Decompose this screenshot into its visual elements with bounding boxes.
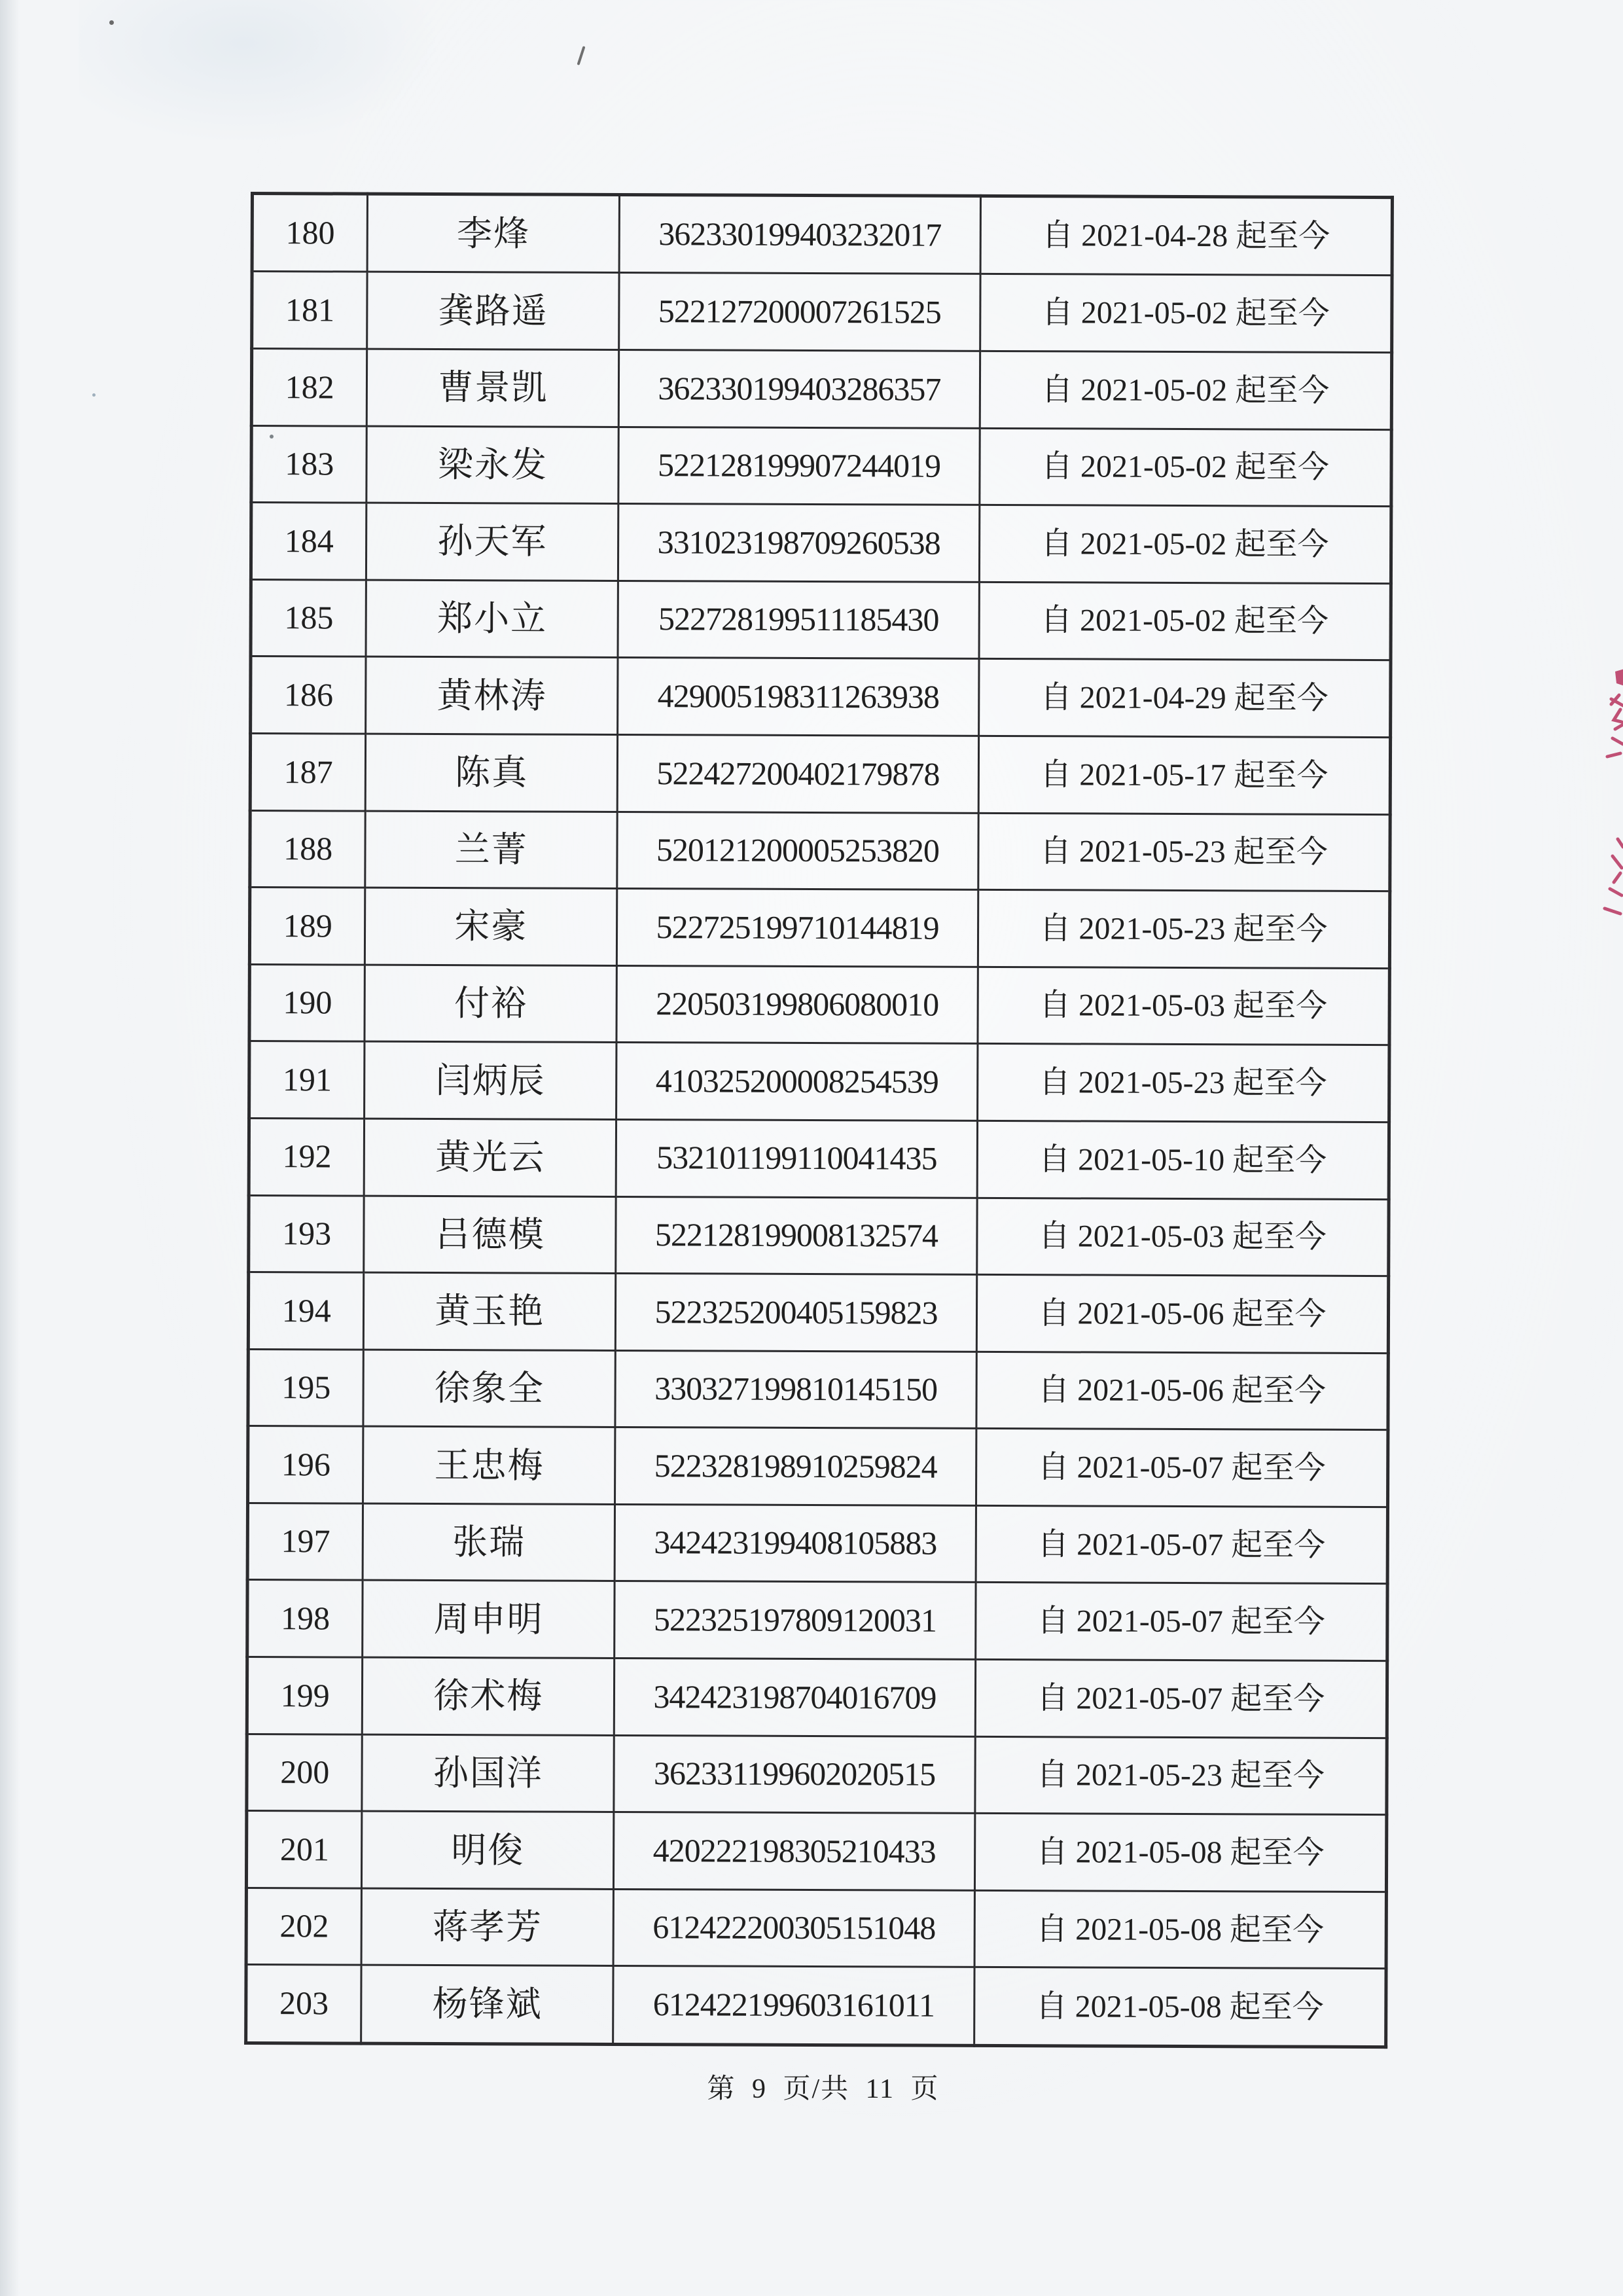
table-row <box>246 1965 1386 2047</box>
cell-id-number: 522427200402179878 <box>617 734 978 813</box>
cell-name: 龚路遥 <box>367 272 619 350</box>
cell-index: 187 <box>250 733 366 810</box>
cell-period: 自 2021-05-23 起至今 <box>977 1044 1389 1122</box>
table-row <box>247 1503 1387 1584</box>
cell-id-number: 612422199603161011 <box>613 1966 974 2045</box>
cell-index: 200 <box>247 1734 363 1811</box>
cell-id-number: 362330199403232017 <box>619 194 980 274</box>
cell-index: 199 <box>247 1657 363 1734</box>
cell-period: 自 2021-05-06 起至今 <box>976 1274 1389 1353</box>
cell-period: 自 2021-05-02 起至今 <box>979 582 1391 660</box>
cell-name: 吕德模 <box>364 1196 616 1274</box>
cell-index: 190 <box>249 964 365 1041</box>
table-row <box>249 1195 1389 1276</box>
cell-index: 191 <box>249 1041 365 1119</box>
cell-index: 193 <box>249 1195 365 1272</box>
table-row <box>248 1349 1388 1430</box>
table-row <box>251 579 1391 660</box>
cell-index: 184 <box>251 503 366 580</box>
cell-name: 黄玉艳 <box>364 1272 616 1350</box>
table-row <box>252 194 1392 276</box>
cell-period: 自 2021-05-02 起至今 <box>980 351 1392 429</box>
table-row <box>248 1426 1388 1507</box>
pen-slash-mark <box>577 46 585 65</box>
quarantine-roster-table <box>244 192 1394 2049</box>
cell-index: 189 <box>249 888 365 965</box>
cell-name: 杨锋斌 <box>361 1965 613 2045</box>
cell-period: 自 2021-05-03 起至今 <box>976 1198 1389 1276</box>
cell-name: 徐象全 <box>363 1350 615 1427</box>
cell-period: 自 2021-05-02 起至今 <box>980 428 1392 507</box>
cell-name: 张瑞 <box>363 1503 615 1581</box>
cell-id-number: 342423199408105883 <box>615 1504 976 1583</box>
red-stamp-fragment <box>1596 669 1623 767</box>
cell-period: 自 2021-04-29 起至今 <box>978 659 1391 738</box>
table-row <box>249 1041 1389 1122</box>
cell-id-number: 331023198709260538 <box>618 504 980 583</box>
cell-name: 曹景凯 <box>367 349 619 427</box>
cell-id-number: 522325197809120031 <box>615 1581 976 1660</box>
cell-id-number: 362330199403286357 <box>619 350 980 428</box>
cell-name: 梁永发 <box>366 426 618 504</box>
cell-name: 黄光云 <box>365 1119 616 1196</box>
cell-period: 自 2021-05-06 起至今 <box>976 1352 1389 1430</box>
table-row <box>252 272 1392 353</box>
table-row <box>250 810 1390 891</box>
cell-index: 192 <box>249 1118 365 1195</box>
cell-period: 自 2021-04-28 起至今 <box>980 196 1393 276</box>
cell-index: 201 <box>246 1811 362 1888</box>
cell-name: 王忠梅 <box>363 1426 615 1504</box>
scan-mottle <box>79 0 445 144</box>
table-row <box>249 888 1389 969</box>
cell-name: 蒋孝芳 <box>361 1888 613 1966</box>
cell-index: 185 <box>251 579 366 656</box>
cell-period: 自 2021-05-23 起至今 <box>975 1736 1387 1815</box>
table-row <box>251 425 1391 507</box>
cell-id-number: 522328198910259824 <box>615 1427 976 1506</box>
cell-id-number: 330327199810145150 <box>615 1350 976 1429</box>
table-row <box>246 1811 1386 1892</box>
cell-period: 自 2021-05-08 起至今 <box>974 1814 1387 1892</box>
roster-body <box>246 194 1393 2047</box>
table-row <box>249 1118 1389 1199</box>
cell-id-number: 532101199110041435 <box>616 1119 977 1198</box>
cell-period: 自 2021-05-02 起至今 <box>980 274 1392 353</box>
cell-index: 183 <box>251 425 367 503</box>
cell-id-number: 522728199511185430 <box>618 581 979 659</box>
cell-id-number: 362331199602020515 <box>614 1735 975 1814</box>
cell-index: 202 <box>246 1888 362 1965</box>
cell-index: 186 <box>251 656 366 734</box>
table-row <box>248 1272 1388 1354</box>
cell-id-number: 520121200005253820 <box>617 812 978 890</box>
cell-period: 自 2021-05-07 起至今 <box>975 1583 1387 1661</box>
table-row <box>246 1888 1386 1969</box>
cell-period: 自 2021-05-23 起至今 <box>978 890 1390 969</box>
red-stamp-fragment <box>1602 836 1623 922</box>
scan-speck <box>92 393 96 397</box>
cell-period: 自 2021-05-10 起至今 <box>977 1121 1389 1199</box>
cell-id-number: 612422200305151048 <box>613 1889 974 1967</box>
cell-name: 付裕 <box>365 965 616 1043</box>
cell-id-number: 420222198305210433 <box>614 1812 975 1891</box>
cell-index: 195 <box>248 1349 364 1426</box>
cell-name: 黄林涛 <box>366 656 618 734</box>
cell-period: 自 2021-05-08 起至今 <box>974 1967 1386 2047</box>
cell-name: 宋豪 <box>365 888 617 965</box>
cell-period: 自 2021-05-08 起至今 <box>974 1890 1387 1969</box>
cell-index: 188 <box>250 810 366 888</box>
cell-period: 自 2021-05-03 起至今 <box>978 967 1390 1045</box>
cell-name: 郑小立 <box>366 580 618 658</box>
table-row <box>250 733 1390 814</box>
cell-name: 周申明 <box>363 1581 615 1659</box>
cell-name: 孙天军 <box>366 503 618 581</box>
cell-id-number: 429005198311263938 <box>618 658 979 736</box>
table-row <box>249 964 1389 1045</box>
cell-id-number: 522128199907244019 <box>618 427 980 505</box>
cell-id-number: 522128199008132574 <box>616 1196 977 1275</box>
cell-period: 自 2021-05-23 起至今 <box>978 813 1391 891</box>
cell-index: 194 <box>248 1272 364 1350</box>
cell-index: 182 <box>251 348 367 425</box>
cell-index: 181 <box>252 272 368 349</box>
table-row <box>247 1657 1387 1738</box>
cell-name: 明俊 <box>362 1811 614 1889</box>
cell-index: 180 <box>252 194 368 272</box>
table-row <box>251 348 1391 429</box>
roster-table-wrap <box>244 192 1394 2049</box>
cell-name: 陈真 <box>366 734 618 812</box>
cell-period: 自 2021-05-07 起至今 <box>975 1659 1387 1738</box>
cell-index: 203 <box>246 1965 362 2043</box>
table-row <box>251 503 1391 584</box>
cell-name: 孙国洋 <box>362 1734 614 1812</box>
cell-period: 自 2021-05-07 起至今 <box>976 1429 1388 1507</box>
cell-name: 李烽 <box>368 194 620 273</box>
cell-id-number: 410325200008254539 <box>616 1043 978 1121</box>
cell-id-number: 522325200405159823 <box>616 1274 977 1352</box>
table-row <box>247 1734 1387 1815</box>
cell-id-number: 342423198704016709 <box>615 1659 976 1737</box>
cell-index: 197 <box>247 1503 363 1580</box>
scanner-edge-shadow <box>0 0 20 2296</box>
page-number-footer: 第 9 页/共 11 页 <box>707 2074 940 2104</box>
scan-speck <box>109 20 114 25</box>
cell-name: 闫炳辰 <box>365 1041 616 1119</box>
cell-id-number: 522127200007261525 <box>619 273 980 351</box>
table-row <box>247 1580 1387 1661</box>
table-row <box>251 656 1391 738</box>
cell-period: 自 2021-05-02 起至今 <box>979 505 1391 584</box>
cell-period: 自 2021-05-17 起至今 <box>978 736 1391 814</box>
cell-id-number: 220503199806080010 <box>616 965 978 1044</box>
cell-period: 自 2021-05-07 起至今 <box>976 1505 1388 1584</box>
cell-index: 196 <box>248 1426 364 1503</box>
cell-name: 徐术梅 <box>363 1657 615 1735</box>
cell-id-number: 522725199710144819 <box>617 889 978 967</box>
cell-index: 198 <box>247 1580 363 1657</box>
cell-name: 兰菁 <box>365 811 617 889</box>
